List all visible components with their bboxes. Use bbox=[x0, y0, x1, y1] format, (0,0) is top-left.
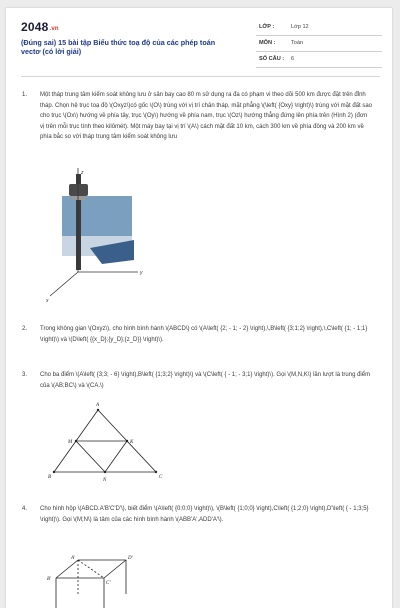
question-number: 4. bbox=[22, 506, 28, 512]
point-label-n: N bbox=[103, 478, 107, 483]
document-title: (Đúng sai) 15 bài tập Biểu thức toạ độ của các phép toán vectơ (có lời giải) bbox=[21, 38, 216, 56]
tower-figure bbox=[42, 168, 152, 308]
meta-value: Lớp 12 bbox=[291, 24, 309, 30]
header-divider bbox=[21, 76, 380, 77]
axis-label-z: z bbox=[81, 170, 84, 176]
point-label-b: B bbox=[48, 475, 52, 480]
meta-row-grade bbox=[256, 20, 382, 36]
meta-table bbox=[256, 20, 382, 68]
point-label-m: M bbox=[68, 440, 73, 445]
axis-label-y: y bbox=[140, 270, 143, 276]
parallelepiped-figure bbox=[42, 554, 132, 608]
triangle-figure bbox=[42, 403, 172, 486]
point-label-c-prime: C' bbox=[106, 581, 111, 586]
meta-value: Toán bbox=[291, 40, 304, 46]
meta-key: SỐ CÂU : bbox=[259, 56, 285, 62]
site-logo[interactable]: 2048.vn bbox=[21, 20, 59, 34]
meta-value: 6 bbox=[291, 56, 295, 62]
point-label-k: K bbox=[130, 440, 134, 445]
question-text: Cho ba điểm \(A\left( {3;3; - 6} \right),B\left( {1;3;2} \right)\) và \(C\left( { - 1; - 3;1} \right)\). Gọi \(M,N,K\) lần lượt là trung điểm của \(AB;BC\) và \(CA.\) bbox=[40, 372, 371, 389]
question-number: 3. bbox=[22, 372, 28, 378]
point-label-a: A bbox=[96, 403, 100, 408]
point-label-a-prime: A' bbox=[71, 556, 76, 561]
meta-key: LỚP : bbox=[259, 24, 275, 30]
point-label-c: C bbox=[159, 475, 163, 480]
question-text: Cho hình hộp \(ABCD.A'B'C'D'\), biết điểm \(A\left( {0;0;0} \right)\), \(B\left( {1;0;0} \right),C\left( {1;2;0} \right),D'\left( { - 1;3;5} \right)\). Gọi \(M;N\) là tâm của các hình bình hành \(ABB'A',ADD'A'\). bbox=[40, 506, 369, 523]
question-text: Trong không gian \(Oxyz\), cho hình bình hành \(ABCD\) có \(A\left( {2; - 1; - 2} \right),\,B\left( {3;1;2} \right),\,C\left( {1; - 1;1} \right)\) và \(D\left( {{x_D};{y_D};{z_D}} \right)\). bbox=[40, 326, 368, 343]
question-number: 1. bbox=[22, 92, 28, 98]
meta-row-count bbox=[256, 52, 382, 68]
point-label-d-prime: D' bbox=[128, 556, 133, 561]
meta-key: MÔN : bbox=[259, 40, 276, 46]
document-page bbox=[6, 8, 392, 608]
meta-row-subject bbox=[256, 36, 382, 52]
axis-label-x: x bbox=[46, 298, 49, 304]
question-number: 2. bbox=[22, 326, 28, 332]
point-label-b-prime: B' bbox=[47, 577, 52, 582]
question-text: Một tháp trung tâm kiểm soát không lưu ở sân bay cao 80 m sử dụng ra đa có phạm vi theo dõi 500 km được đặt trên đỉnh tháp. Chọn hệ trục toạ độ \(Oxyz\)có gốc \(O\) trùng với vị trí chân tháp, mặt phẳng \(\left( {Oxy} \right)\) trùng với mặt đất sao cho trục \(Ox\) hướng về phía tây, trục \(Oy\) hướng về phía nam, trục \(Oz\) hướng thẳng đứng lên phía trên (Hình 2) (đơn vị trên mỗi trục tính theo kilômét). Một máy bay tại vị trí \(A\) cách mặt đất 10 km, cách 300 km về phía đông và 200 km về phía bắc so với tháp trung tâm kiểm soát không lưu bbox=[40, 92, 373, 140]
